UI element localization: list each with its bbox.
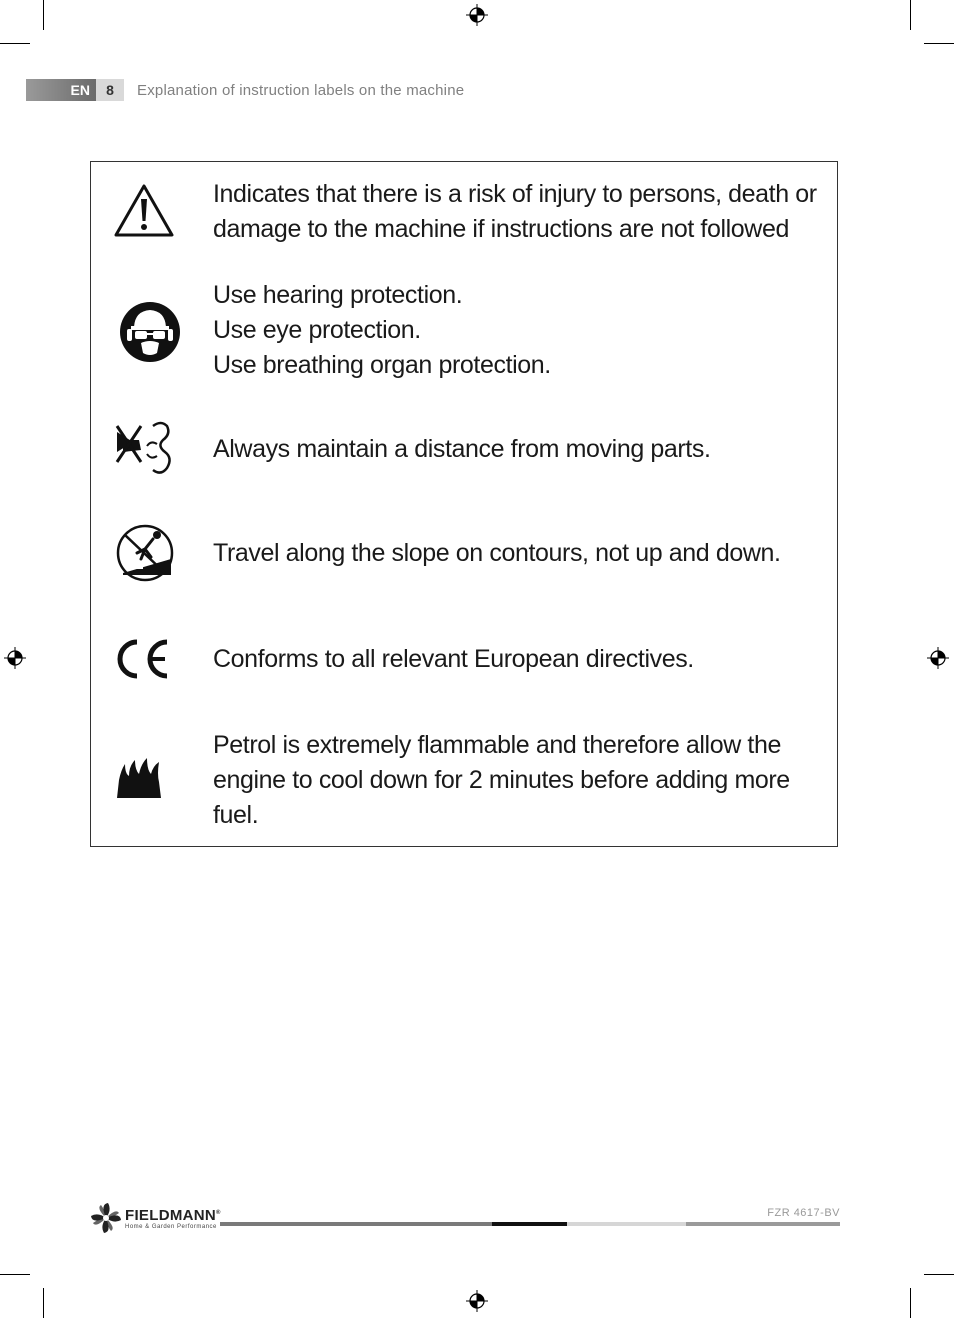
label-row [91,278,837,383]
registration-mark-icon [927,647,949,669]
crop-mark [924,43,954,44]
moving-parts-icon [113,418,175,478]
registration-mark-icon [4,647,26,669]
label-row [91,177,837,247]
brand-name: FIELDMANN® [125,1206,221,1224]
crop-mark [910,0,911,30]
footer-rule [567,1222,686,1226]
crop-mark [924,1274,954,1275]
registration-mark-icon [466,4,488,26]
crop-mark [910,1288,911,1318]
warning-triangle-icon [113,183,175,239]
label-text: Conforms to all relevant European directives. [213,645,694,673]
label-text: Petrol is extremely flammable and therefore allow the engine to cool down for 2 minutes before adding more fuel. [213,731,790,829]
brand-logo [90,1202,221,1234]
flammable-fire-icon [115,756,163,800]
footer-rule [492,1222,567,1226]
crop-mark [43,1288,44,1318]
ce-mark-icon [113,637,175,681]
crop-mark [43,0,44,30]
footer-rule [686,1222,840,1226]
instruction-labels-table [90,161,838,847]
page-title: Explanation of instruction labels on the machine [137,81,465,99]
label-text: Indicates that there is a risk of injury to persons, death or damage to the machine if instructions are not followed [213,180,817,243]
fieldmann-fan-icon [90,1202,122,1234]
crop-mark [0,1274,30,1275]
label-row [91,728,837,833]
crop-mark [0,43,30,44]
slope-warning-icon [115,523,175,583]
page-header [26,79,464,101]
brand-tagline: Home & Garden Performance [125,1223,217,1230]
footer-rule [220,1222,492,1226]
language-badge: EN [26,79,96,101]
label-row [91,642,837,677]
label-text: Always maintain a distance from moving parts. [213,435,711,463]
label-text: Use hearing protection. Use eye protection. Use breathing organ protection. [213,281,551,379]
label-row [91,536,837,571]
label-row [91,432,837,467]
registration-mark-icon [466,1290,488,1312]
model-number: FZR 4617-BV [767,1207,840,1219]
protective-equipment-icon [119,301,181,363]
page-number: 8 [96,79,124,101]
label-text: Travel along the slope on contours, not up and down. [213,539,781,567]
